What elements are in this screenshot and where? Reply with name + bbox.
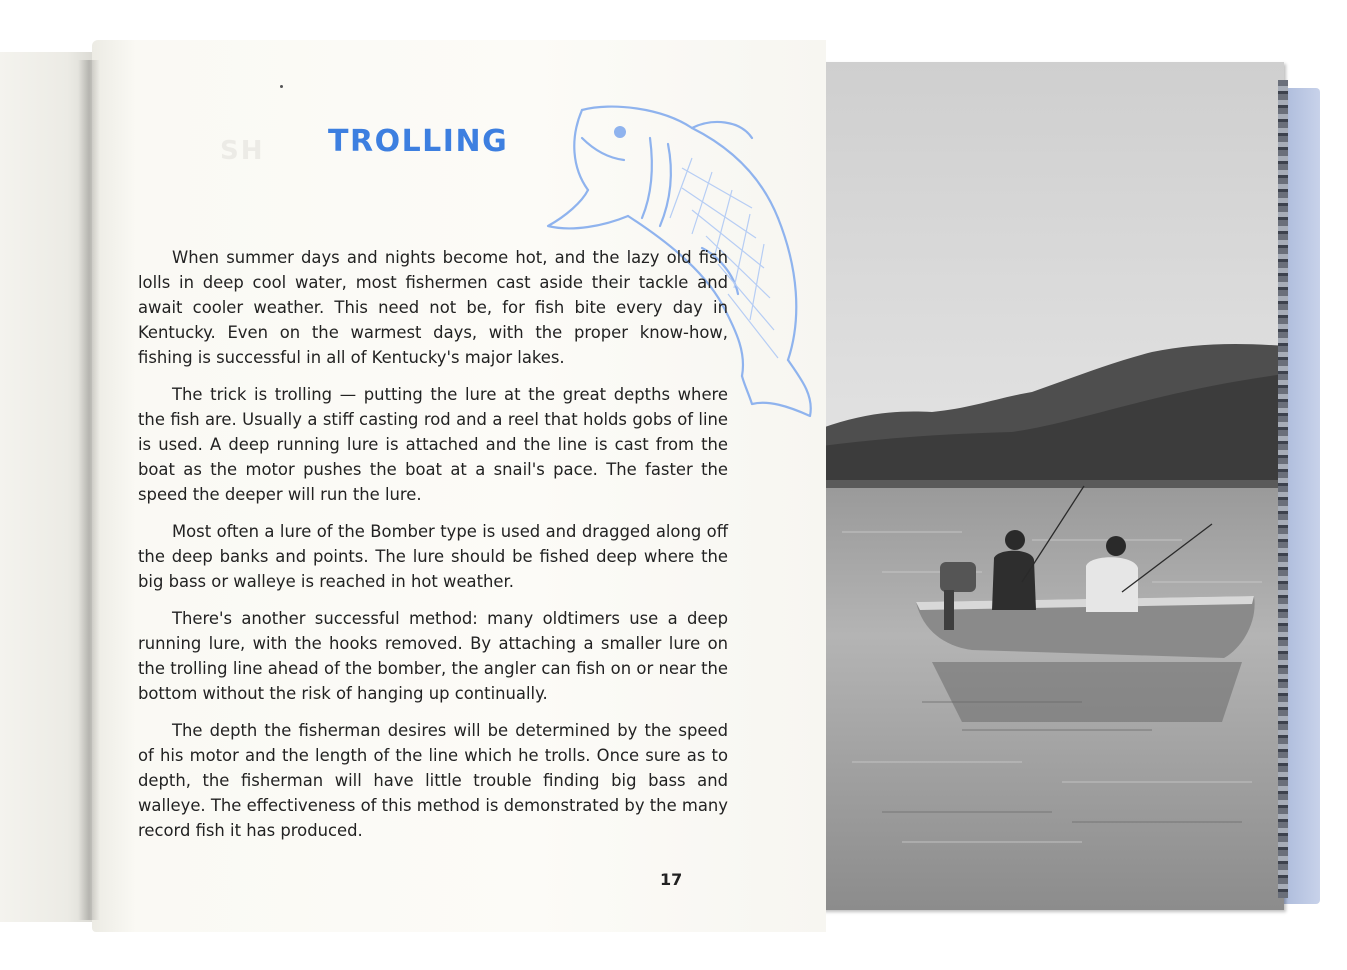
paragraph: The depth the fisherman desires will be determined by the speed of his motor and the length of the line which he trolls. Once sure as to depth, the fisherman will have little trouble finding big bass and walleye. The effectiveness of this method is demonstrated by the many record fish it has produced. (138, 721, 728, 840)
paragraph: There's another successful method: many oldtimers use a deep running lure, with the hooks removed. By attaching a smaller lure on the trolling line ahead of the bomber, the angler can fish on or near the bottom without the risk of hanging up continually. (138, 609, 728, 703)
lake-boat-photo (822, 62, 1284, 910)
spine-shadow (78, 60, 100, 920)
paragraph: When summer days and nights become hot, and the lazy old fish lolls in deep cool water, most fishermen cast aside their tackle and await cooler weather. This need not be, for fish bite every day in Kentucky. Even on the warmest days, with the proper know-how, fishing is successful in all of Kentucky's major lakes. (138, 248, 728, 367)
page-number: 17 (660, 870, 683, 889)
paragraph: Most often a lure of the Bomber type is used and dragged along off the deep banks and points. The lure should be fished deep where the big bass or walleye is reached in hot weather. (138, 522, 728, 591)
text-page (92, 40, 826, 932)
page-edges (1278, 80, 1288, 898)
page-title: TROLLING (328, 124, 509, 159)
margin-mark (280, 85, 283, 88)
paragraph: The trick is trolling — putting the lure at the great depths where the fish are. Usually a stiff casting rod and a reel that holds gobs of line is used. A deep running lure is attached and the line is cast from the boat as the motor pushes the boat at a snail's pace. The faster the speed the deeper will run the lure. (138, 385, 728, 504)
article-body (138, 245, 728, 855)
bleed-through-text: SH (220, 136, 265, 166)
photo-page (822, 62, 1284, 910)
